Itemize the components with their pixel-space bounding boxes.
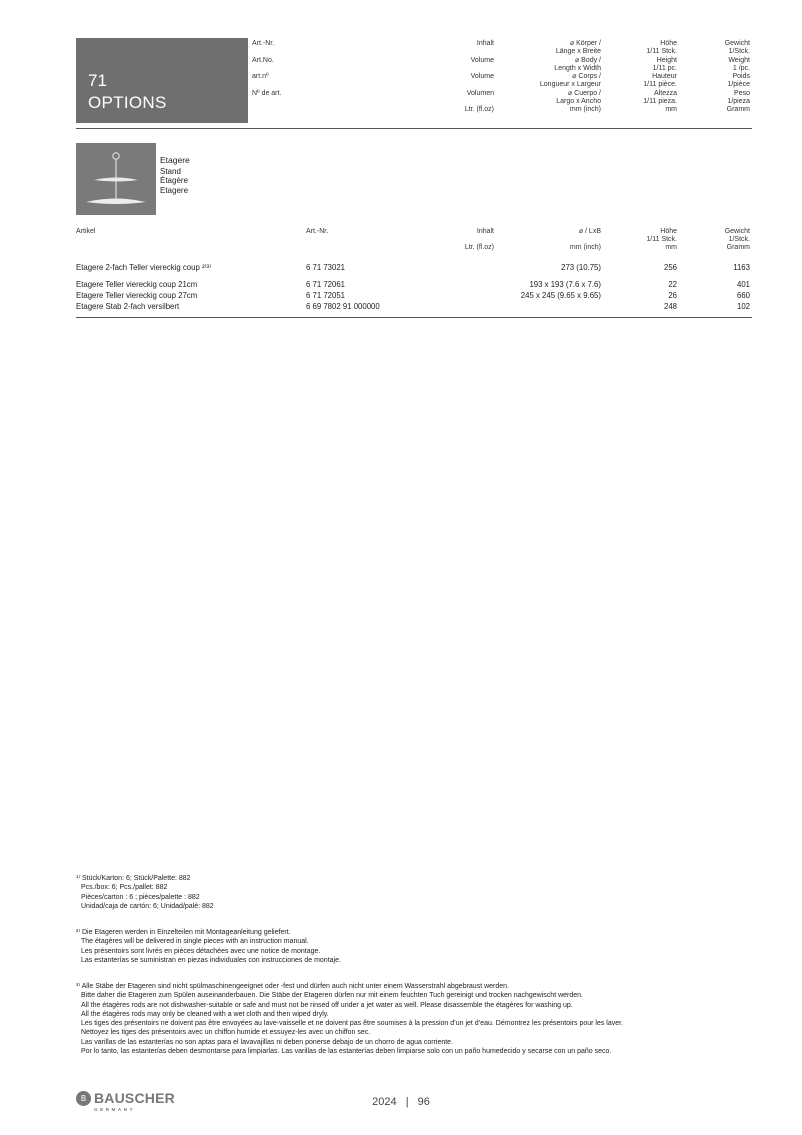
footnote-line: Por lo tanto, las estanterías deben desmontarse para limpiarlas. Las varillas de las estanterías deben limpiarse solo con un paño humedecido y secarse con un paño seco. [81, 1048, 612, 1056]
header-weight [690, 40, 750, 115]
row-artnr: 6 69 7802 91 000000 [306, 302, 380, 311]
header-inhalt-de: Inhalt [476, 40, 494, 47]
footnote-line: ¹⁾ Stück/Karton: 6; Stück/Palette: 882 [76, 875, 191, 882]
logo-wordmark: BAUSCHER [94, 1090, 175, 1106]
header-dim-unit: mm (inch) [569, 106, 601, 114]
col-height-sub: 1/11 Stck. [646, 236, 677, 243]
header-artnr-fr: art.nº [252, 73, 269, 81]
footnote-2 [76, 928, 341, 965]
footnote-line: ³⁾ Alle Stäbe der Etageren sind nicht spülmaschinengeeignet oder -fest und dürfen auch nicht unter einem Wasserstrahl abgebraust werden. [76, 983, 509, 990]
row-dim: 193 x 193 (7.6 x 7.6) [529, 280, 601, 289]
row-dim: 245 x 245 (9.65 x 9.65) [520, 291, 601, 300]
product-names [160, 156, 190, 195]
header-artnr-en: Art.No. [252, 56, 274, 64]
row-name: Etagere Teller viereckig coup 27cm [76, 291, 198, 300]
header-inhalt [414, 40, 494, 115]
footnote-line: The étagères will be delivered in single pieces with an instruction manual. [81, 938, 309, 946]
col-inhalt-unit: Ltr. (fl.oz) [464, 244, 494, 251]
footer-year: 2024 [372, 1096, 397, 1108]
row-name: Etagere Stab 2-fach versilbert [76, 302, 180, 311]
table-divider [76, 317, 752, 318]
header-height-line: Höhe [660, 40, 677, 47]
footnote-line: Les tiges des présentoirs ne doivent pas être envoyées au lave-vaisselle et ne doivent pas être soumises à la pression d’un jet d’eau. Démontrez les présentoirs pour les laver. [81, 1020, 624, 1028]
header-dim-line: ⌀ Körper / [569, 40, 601, 47]
col-artnr: Art.-Nr. [306, 228, 329, 235]
page-number: 96 [417, 1096, 430, 1108]
header-inhalt-unit: Ltr. (fl.oz) [464, 106, 494, 114]
header-dim-line: Longueur x Largeur [539, 81, 601, 89]
footnote-line: Las estanterías se suministran en piezas individuales con instrucciones de montaje. [81, 956, 341, 964]
footnote-line: Les présentoirs sont livrés en pièces détachées avec une notice de montage. [81, 947, 321, 955]
logo-subline: GERMANY [94, 1107, 136, 1112]
header-weight-line: Peso [734, 89, 750, 97]
etagere-image [76, 143, 156, 215]
footnote-line: Nettoyez les tiges des présentoirs avec un chiffon humide et essuyez-les avec un chiffon sec. [81, 1029, 371, 1037]
footnote-line: Las varillas de las estanterías no son aptas para el lavavajillas ni deben ponerse debajo de un chorro de agua corriente. [81, 1038, 454, 1046]
header-weight-line: Gewicht [724, 40, 750, 47]
col-dim-unit: mm (inch) [569, 244, 601, 251]
col-weight-label: Gewicht [724, 228, 750, 235]
header-height-line: 1/11 pc. [652, 64, 677, 72]
section-title: OPTIONS [88, 93, 167, 112]
header-divider [76, 128, 752, 129]
col-dimensions [500, 228, 601, 252]
header-weight-line: Weight [728, 56, 750, 64]
header-artnr-es: Nº de art. [252, 89, 282, 97]
product-name-en: Stand [160, 166, 181, 176]
header-inhalt-es: Volumen [466, 89, 494, 97]
footnote-line: ²⁾ Die Etageren werden in Einzelteilen mit Montageanleitung geliefert. [76, 929, 291, 936]
row-weight: 1163 [733, 263, 750, 272]
row-name: Etagere Teller viereckig coup 21cm [76, 280, 198, 289]
section-header-box [76, 38, 248, 123]
row-height: 26 [668, 291, 677, 300]
header-height-line: Hauteur [652, 73, 677, 81]
product-name-de: Etagere [160, 155, 190, 165]
row-height: 248 [663, 302, 677, 311]
header-artnr-de: Art.-Nr. [252, 40, 275, 47]
footnote-line: Bitte daher die Etageren zum Spülen auseinanderbauen. Die Stäbe der Etageren dürfen nur mit einem feuchten Tuch gereinigt und trocken nachgewischt werden. [81, 992, 583, 1000]
header-weight-unit: Gramm [726, 106, 750, 114]
header-weight-line: 1/Stck. [728, 48, 750, 56]
footnote-line: All the étagères rods may only be cleaned with a wet cloth and then wiped dryly. [81, 1010, 329, 1018]
footnote-line: Pcs./box: 6; Pcs./pallet: 882 [81, 884, 168, 892]
header-height-line: 1/11 pièce. [643, 81, 677, 89]
header-artnr [252, 40, 281, 98]
header-dim-line: Largo x Ancho [556, 98, 601, 106]
row-artnr: 6 71 73021 [306, 263, 346, 272]
header-height-line: 1/11 pieza. [643, 98, 677, 106]
logo-mark-icon: B [76, 1091, 91, 1106]
row-weight: 102 [736, 302, 750, 311]
header-inhalt-en: Volume [470, 56, 494, 64]
header-inhalt-fr: Volume [470, 73, 494, 81]
product-name-fr: Étagère [160, 176, 189, 185]
footnote-line: Pièces/carton : 6 ; pièces/palette : 882 [81, 893, 200, 901]
col-height-label: Höhe [660, 228, 677, 235]
col-inhalt [414, 228, 494, 252]
product-name-es: Etagere [160, 185, 189, 195]
header-height-line: Height [656, 56, 677, 64]
row-artnr: 6 71 72061 [306, 280, 346, 289]
header-height-unit: mm [665, 106, 677, 114]
row-height: 256 [663, 263, 677, 272]
col-weight-unit: Gramm [726, 244, 750, 251]
header-dim-line: ⌀ Body / [574, 56, 601, 64]
header-weight-line: 1 /pc. [732, 64, 750, 72]
col-inhalt-label: Inhalt [476, 228, 494, 235]
header-dim-line: Length x Width [554, 64, 601, 72]
page-footer [0, 1096, 802, 1108]
row-weight: 401 [736, 280, 750, 289]
footnote-3 [76, 982, 623, 1056]
col-weight-sub: 1/Stck. [728, 236, 750, 243]
header-weight-line: 1/pièce [727, 81, 750, 89]
header-dim-line: ⌀ Cuerpo / [567, 89, 601, 97]
row-artnr: 6 71 72051 [306, 291, 346, 300]
header-height-line: Altezza [654, 89, 677, 97]
header-dim-line: Länge x Breite [555, 48, 601, 56]
footnote-1 [76, 874, 214, 911]
row-dim: 273 (10.75) [561, 263, 601, 272]
header-dimensions [500, 40, 601, 115]
header-dim-line: ⌀ Corps / [572, 73, 601, 81]
header-height-line: 1/11 Stck. [646, 48, 677, 56]
section-number: 71 [88, 71, 107, 90]
row-height: 22 [668, 280, 677, 289]
footnote-line: Unidad/caja de cartón: 6; Unidad/palé: 882 [81, 902, 214, 910]
col-dim-label: ⌀ / LxB [578, 228, 601, 235]
header-weight-line: 1/pieza [727, 98, 750, 106]
col-height [612, 228, 677, 252]
col-artikel: Artikel [76, 228, 96, 235]
row-weight: 660 [736, 291, 750, 300]
footnote-line: All the étagères rods are not dishwasher-suitable or safe and must not be rinsed off under a jet water as well. Please disassemble the étagères for washing up. [81, 1001, 573, 1009]
row-name: Etagere 2-fach Teller viereckig coup ²⁾³⁾ [76, 263, 211, 272]
header-weight-line: Poids [732, 73, 750, 81]
footer-separator: | [405, 1096, 409, 1108]
col-weight [690, 228, 750, 252]
col-height-unit: mm [665, 244, 677, 251]
header-height [612, 40, 677, 115]
